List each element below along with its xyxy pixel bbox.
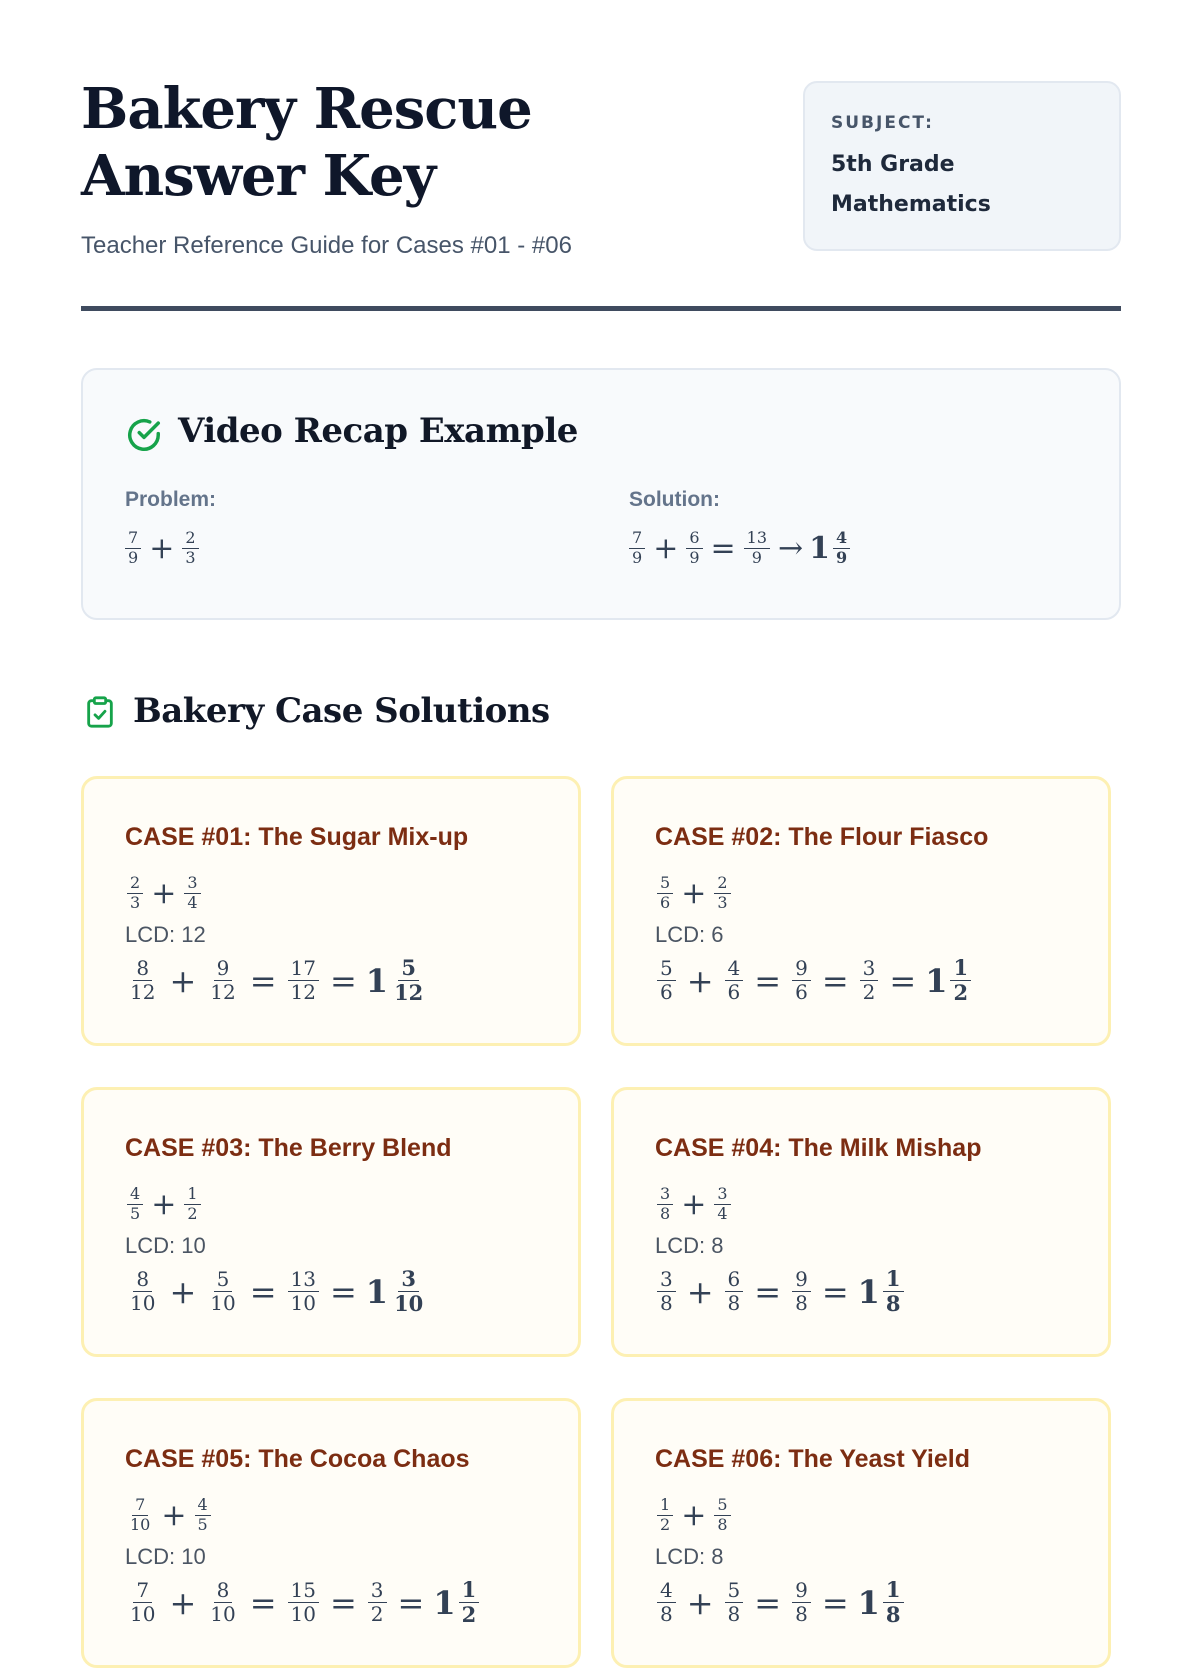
mixed-number: 1 $\frac{1}{8}$ <box>858 1268 906 1315</box>
fraction: $\frac{4}{5}$ <box>127 1186 143 1223</box>
plus-sign: + <box>686 961 714 1000</box>
recap-problem-expression <box>123 530 201 567</box>
section-title: Bakery Case Solutions <box>133 691 550 731</box>
plus-sign: + <box>681 1186 707 1222</box>
fraction: $\frac{8}{12}$ <box>130 956 156 1005</box>
fraction: $\frac{13}{9}$ <box>744 530 770 567</box>
case-problem-expression <box>125 875 203 912</box>
equals-sign: = <box>889 961 917 1000</box>
case-solution-expression <box>125 957 428 1004</box>
case-title: CASE #01: The Sugar Mix-up <box>125 823 469 851</box>
subject-name: Mathematics <box>831 192 991 217</box>
fraction: $\frac{4}{8}$ <box>657 1580 676 1625</box>
fraction: $\frac{1}{8}$ <box>883 1268 904 1315</box>
fraction: $\frac{5}{6}$ <box>657 875 673 912</box>
case-problem-expression <box>125 1186 203 1223</box>
subject-card <box>803 81 1121 251</box>
plus-sign: + <box>161 1497 187 1533</box>
fraction: $\frac{15}{10}$ <box>288 1580 319 1625</box>
case-card-04 <box>611 1087 1111 1357</box>
case-card-06 <box>611 1398 1111 1668</box>
fraction: $\frac{9}{6}$ <box>792 958 811 1003</box>
fraction: $\frac{7}{9}$ <box>629 530 645 567</box>
plus-sign: + <box>169 1272 197 1311</box>
case-solution-expression <box>655 1268 906 1315</box>
fraction: $\frac{9}{12}$ <box>210 956 236 1005</box>
arrow-sign: → <box>778 530 804 566</box>
fraction: $\frac{8}{10}$ <box>130 1267 156 1316</box>
fraction: $\frac{3}{8}$ <box>657 1269 676 1314</box>
equals-sign: = <box>329 961 357 1000</box>
fraction: $\frac{17}{12}$ <box>288 958 319 1003</box>
equals-sign: = <box>329 1583 357 1622</box>
plus-sign: + <box>169 1583 197 1622</box>
fraction: $\frac{3}{4}$ <box>714 1186 730 1223</box>
page-title: Bakery Rescue Answer Key <box>81 76 532 209</box>
recap-solution-expression <box>627 530 852 567</box>
fraction: $\frac{13}{10}$ <box>288 1269 319 1314</box>
equals-sign: = <box>754 961 782 1000</box>
fraction: $\frac{7}{9}$ <box>125 530 141 567</box>
fraction: $\frac{5}{12}$ <box>394 955 424 1006</box>
fraction: $\frac{2}{3}$ <box>127 875 143 912</box>
fraction: $\frac{5}{8}$ <box>714 1497 730 1534</box>
page-subtitle: Teacher Reference Guide for Cases #01 - #06 <box>81 232 572 259</box>
case-lcd: LCD: 10 <box>125 1544 206 1569</box>
plus-sign: + <box>149 530 175 566</box>
equals-sign: = <box>821 961 849 1000</box>
fraction: $\frac{2}{3}$ <box>714 875 730 912</box>
fraction: $\frac{1}{2}$ <box>950 957 971 1004</box>
fraction: $\frac{1}{2}$ <box>184 1186 200 1223</box>
case-problem-expression <box>655 1186 733 1223</box>
page-header <box>81 76 1121 266</box>
equals-sign: = <box>329 1272 357 1311</box>
equals-sign: = <box>754 1272 782 1311</box>
fraction: $\frac{2}{3}$ <box>182 530 198 567</box>
case-lcd: LCD: 8 <box>655 1544 724 1569</box>
mixed-number: 1 $\frac{1}{2}$ <box>925 957 973 1004</box>
fraction: $\frac{7}{10}$ <box>130 1578 156 1627</box>
plus-sign: + <box>686 1272 714 1311</box>
fraction: $\frac{5}{6}$ <box>657 958 676 1003</box>
equals-sign: = <box>710 530 736 566</box>
fraction: $\frac{8}{10}$ <box>210 1578 236 1627</box>
case-title: CASE #04: The Milk Mishap <box>655 1134 982 1162</box>
case-problem-expression <box>125 1497 213 1534</box>
case-solution-expression <box>125 1579 481 1626</box>
mixed-number: 1 $\frac{1}{8}$ <box>858 1579 906 1626</box>
case-title: CASE #03: The Berry Blend <box>125 1134 452 1162</box>
plus-sign: + <box>681 1497 707 1533</box>
mixed-number: 1 $\frac{1}{2}$ <box>433 1579 481 1626</box>
case-solution-expression <box>655 957 973 1004</box>
case-card-03 <box>81 1087 581 1357</box>
plus-sign: + <box>681 875 707 911</box>
fraction: $\frac{3}{10}$ <box>394 1266 424 1317</box>
plus-sign: + <box>686 1583 714 1622</box>
equals-sign: = <box>754 1583 782 1622</box>
case-title: CASE #06: The Yeast Yield <box>655 1445 970 1473</box>
equals-sign: = <box>397 1583 425 1622</box>
equals-sign: = <box>249 1583 277 1622</box>
fraction: $\frac{3}{2}$ <box>368 1580 387 1625</box>
case-title: CASE #02: The Flour Fiasco <box>655 823 989 851</box>
fraction: $\frac{4}{6}$ <box>725 958 744 1003</box>
equals-sign: = <box>249 1272 277 1311</box>
fraction: $\frac{4}{5}$ <box>195 1497 211 1534</box>
case-solution-expression <box>125 1268 428 1315</box>
mixed-number: 1 $\frac{3}{10}$ <box>366 1268 429 1315</box>
fraction: $\frac{9}{8}$ <box>792 1580 811 1625</box>
fraction: $\frac{9}{8}$ <box>792 1269 811 1314</box>
recap-title: Video Recap Example <box>178 411 578 451</box>
subject-grade: 5th Grade <box>831 152 955 177</box>
case-lcd: LCD: 8 <box>655 1233 724 1258</box>
case-solution-expression <box>655 1579 906 1626</box>
plus-sign: + <box>151 1186 177 1222</box>
case-lcd: LCD: 12 <box>125 922 206 947</box>
case-problem-expression <box>655 1497 733 1534</box>
fraction: $\frac{6}{9}$ <box>686 530 702 567</box>
fraction: $\frac{3}{8}$ <box>657 1186 673 1223</box>
solution-label: Solution: <box>629 488 720 511</box>
fraction: $\frac{7}{10}$ <box>130 1495 151 1534</box>
plus-sign: + <box>151 875 177 911</box>
header-divider <box>81 306 1121 311</box>
subject-label: SUBJECT: <box>831 113 934 133</box>
video-recap-card <box>81 368 1121 620</box>
clipboard-check-icon <box>83 693 117 731</box>
equals-sign: = <box>821 1272 849 1311</box>
fraction: $\frac{1}{8}$ <box>883 1579 904 1626</box>
mixed-number: 1 $\frac{5}{12}$ <box>366 957 429 1004</box>
plus-sign: + <box>653 530 679 566</box>
equals-sign: = <box>249 961 277 1000</box>
fraction: $\frac{1}{2}$ <box>459 1579 480 1626</box>
fraction: $\frac{5}{10}$ <box>210 1267 236 1316</box>
case-lcd: LCD: 10 <box>125 1233 206 1258</box>
case-card-01 <box>81 776 581 1046</box>
mixed-number: 1 $\frac{4}{9}$ <box>809 530 852 567</box>
problem-label: Problem: <box>125 488 217 511</box>
case-title: CASE #05: The Cocoa Chaos <box>125 1445 470 1473</box>
equals-sign: = <box>821 1583 849 1622</box>
check-circle-icon <box>125 416 163 454</box>
case-card-05 <box>81 1398 581 1668</box>
fraction: $\frac{3}{2}$ <box>860 958 879 1003</box>
fraction: $\frac{1}{2}$ <box>657 1497 673 1534</box>
fraction: $\frac{6}{8}$ <box>725 1269 744 1314</box>
case-card-02 <box>611 776 1111 1046</box>
fraction: $\frac{5}{8}$ <box>725 1580 744 1625</box>
case-problem-expression <box>655 875 733 912</box>
case-lcd: LCD: 6 <box>655 922 724 947</box>
fraction: $\frac{3}{4}$ <box>184 875 200 912</box>
plus-sign: + <box>169 961 197 1000</box>
